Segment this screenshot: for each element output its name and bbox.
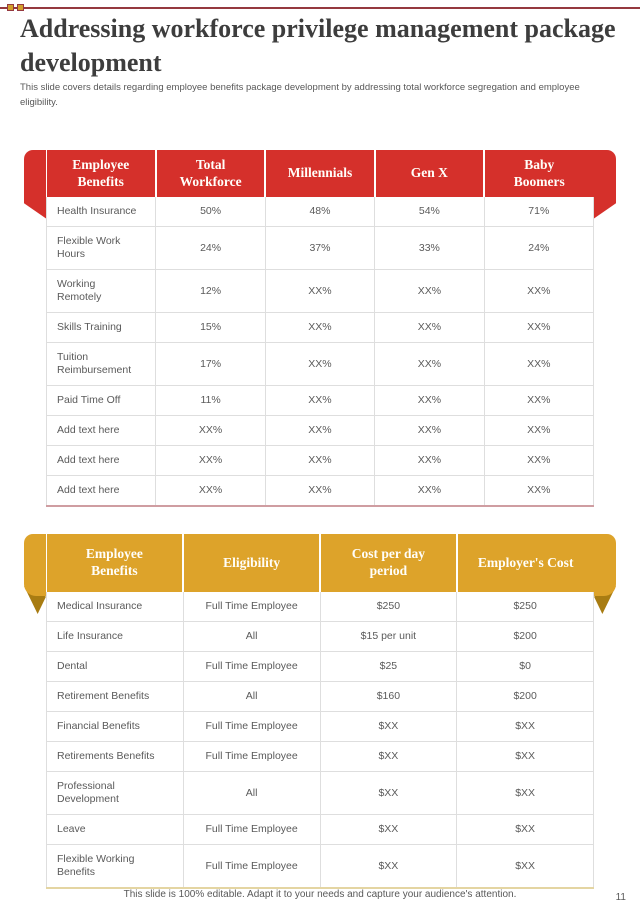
row-label: Add text here bbox=[47, 476, 156, 507]
row-label: Flexible Work Hours bbox=[47, 227, 156, 270]
cell-value: All bbox=[183, 682, 320, 712]
cost-table-body bbox=[47, 592, 594, 888]
cell-value: XX% bbox=[375, 313, 484, 343]
row-label: Health Insurance bbox=[47, 197, 156, 227]
header-row bbox=[47, 150, 594, 197]
table-row bbox=[47, 682, 594, 712]
cell-value: $XX bbox=[457, 712, 594, 742]
table-row bbox=[47, 446, 594, 476]
column-header: Employee Benefits bbox=[47, 534, 184, 592]
cell-value: XX% bbox=[156, 416, 265, 446]
column-header: Employer's Cost bbox=[457, 534, 594, 592]
cell-value: XX% bbox=[375, 416, 484, 446]
column-header: Cost per day period bbox=[320, 534, 457, 592]
row-label: Add text here bbox=[47, 416, 156, 446]
cell-value: 48% bbox=[265, 197, 374, 227]
table-row bbox=[47, 343, 594, 386]
cell-value: XX% bbox=[375, 386, 484, 416]
cell-value: Full Time Employee bbox=[183, 592, 320, 622]
cell-value: $XX bbox=[320, 845, 457, 889]
cell-value: 54% bbox=[375, 197, 484, 227]
cell-value: 17% bbox=[156, 343, 265, 386]
footer-note: This slide is 100% editable. Adapt it to your needs and capture your audience's attention. bbox=[123, 889, 517, 900]
cell-value: XX% bbox=[484, 270, 593, 313]
workforce-table-header bbox=[47, 150, 594, 197]
cell-value: Full Time Employee bbox=[183, 712, 320, 742]
cell-value: Full Time Employee bbox=[183, 742, 320, 772]
row-label: Leave bbox=[47, 815, 184, 845]
table-row bbox=[47, 742, 594, 772]
cell-value: 24% bbox=[484, 227, 593, 270]
cell-value: Full Time Employee bbox=[183, 845, 320, 889]
cell-value: XX% bbox=[484, 416, 593, 446]
cell-value: XX% bbox=[375, 476, 484, 507]
page-title: Addressing workforce privilege management package development bbox=[20, 14, 616, 78]
row-label: Life Insurance bbox=[47, 622, 184, 652]
cell-value: 15% bbox=[156, 313, 265, 343]
row-label: Skills Training bbox=[47, 313, 156, 343]
cost-table-header bbox=[47, 534, 594, 592]
table-row bbox=[47, 270, 594, 313]
cell-value: Full Time Employee bbox=[183, 652, 320, 682]
cell-value: XX% bbox=[156, 476, 265, 507]
column-header: Eligibility bbox=[183, 534, 320, 592]
table-row bbox=[47, 772, 594, 815]
accent-square bbox=[17, 4, 24, 11]
cell-value: $XX bbox=[320, 712, 457, 742]
table-row bbox=[47, 313, 594, 343]
cell-value: $200 bbox=[457, 622, 594, 652]
workforce-table-body bbox=[47, 197, 594, 506]
column-header: Millennials bbox=[265, 150, 374, 197]
row-label: Retirement Benefits bbox=[47, 682, 184, 712]
row-label: Flexible Working Benefits bbox=[47, 845, 184, 889]
cell-value: $250 bbox=[457, 592, 594, 622]
cell-value: $250 bbox=[320, 592, 457, 622]
cell-value: XX% bbox=[375, 446, 484, 476]
row-label: Retirements Benefits bbox=[47, 742, 184, 772]
table-row bbox=[47, 815, 594, 845]
cell-value: 11% bbox=[156, 386, 265, 416]
cell-value: 12% bbox=[156, 270, 265, 313]
cell-value: $XX bbox=[320, 742, 457, 772]
workforce-table-section bbox=[46, 150, 594, 507]
cell-value: $160 bbox=[320, 682, 457, 712]
column-header: Baby Boomers bbox=[484, 150, 593, 197]
row-label: Add text here bbox=[47, 446, 156, 476]
cell-value: XX% bbox=[484, 476, 593, 507]
row-label: Tuition Reimbursement bbox=[47, 343, 156, 386]
cell-value: All bbox=[183, 622, 320, 652]
cell-value: 71% bbox=[484, 197, 593, 227]
cell-value: $0 bbox=[457, 652, 594, 682]
header-row bbox=[47, 534, 594, 592]
benefits-cost-table bbox=[46, 534, 594, 889]
cell-value: 24% bbox=[156, 227, 265, 270]
cell-value: XX% bbox=[265, 476, 374, 507]
table-row bbox=[47, 197, 594, 227]
cell-value: 50% bbox=[156, 197, 265, 227]
cell-value: $XX bbox=[457, 742, 594, 772]
cell-value: XX% bbox=[375, 343, 484, 386]
cell-value: $15 per unit bbox=[320, 622, 457, 652]
column-header: Gen X bbox=[375, 150, 484, 197]
cell-value: XX% bbox=[265, 343, 374, 386]
top-accent-line bbox=[0, 7, 640, 9]
row-label: Financial Benefits bbox=[47, 712, 184, 742]
cell-value: XX% bbox=[484, 313, 593, 343]
row-label: Working Remotely bbox=[47, 270, 156, 313]
cell-value: XX% bbox=[156, 446, 265, 476]
cell-value: XX% bbox=[484, 446, 593, 476]
cell-value: $200 bbox=[457, 682, 594, 712]
cell-value: Full Time Employee bbox=[183, 815, 320, 845]
cell-value: XX% bbox=[484, 343, 593, 386]
table-row bbox=[47, 227, 594, 270]
workforce-benefits-table bbox=[46, 150, 594, 507]
row-label: Paid Time Off bbox=[47, 386, 156, 416]
cell-value: XX% bbox=[265, 313, 374, 343]
accent-square bbox=[7, 4, 14, 11]
cell-value: $25 bbox=[320, 652, 457, 682]
cell-value: $XX bbox=[457, 815, 594, 845]
page-number: 11 bbox=[615, 892, 626, 903]
column-header: Employee Benefits bbox=[47, 150, 156, 197]
cell-value: XX% bbox=[265, 446, 374, 476]
cell-value: XX% bbox=[265, 270, 374, 313]
cell-value: $XX bbox=[457, 845, 594, 889]
row-label: Dental bbox=[47, 652, 184, 682]
row-label: Professional Development bbox=[47, 772, 184, 815]
table-row bbox=[47, 592, 594, 622]
cell-value: All bbox=[183, 772, 320, 815]
table-row bbox=[47, 845, 594, 889]
table-row bbox=[47, 416, 594, 446]
cell-value: XX% bbox=[265, 416, 374, 446]
cell-value: $XX bbox=[320, 815, 457, 845]
table-row bbox=[47, 652, 594, 682]
column-header: Total Workforce bbox=[156, 150, 265, 197]
table-row bbox=[47, 476, 594, 507]
cell-value: XX% bbox=[375, 270, 484, 313]
row-label: Medical Insurance bbox=[47, 592, 184, 622]
cell-value: $XX bbox=[457, 772, 594, 815]
cell-value: 33% bbox=[375, 227, 484, 270]
cost-table-section bbox=[46, 534, 594, 889]
table-row bbox=[47, 622, 594, 652]
page-subtitle: This slide covers details regarding employee benefits package development by addressing total workforce segregation and employee eligibility. bbox=[20, 82, 580, 108]
cell-value: $XX bbox=[320, 772, 457, 815]
cell-value: XX% bbox=[265, 386, 374, 416]
cell-value: XX% bbox=[484, 386, 593, 416]
table-row bbox=[47, 386, 594, 416]
cell-value: 37% bbox=[265, 227, 374, 270]
table-row bbox=[47, 712, 594, 742]
